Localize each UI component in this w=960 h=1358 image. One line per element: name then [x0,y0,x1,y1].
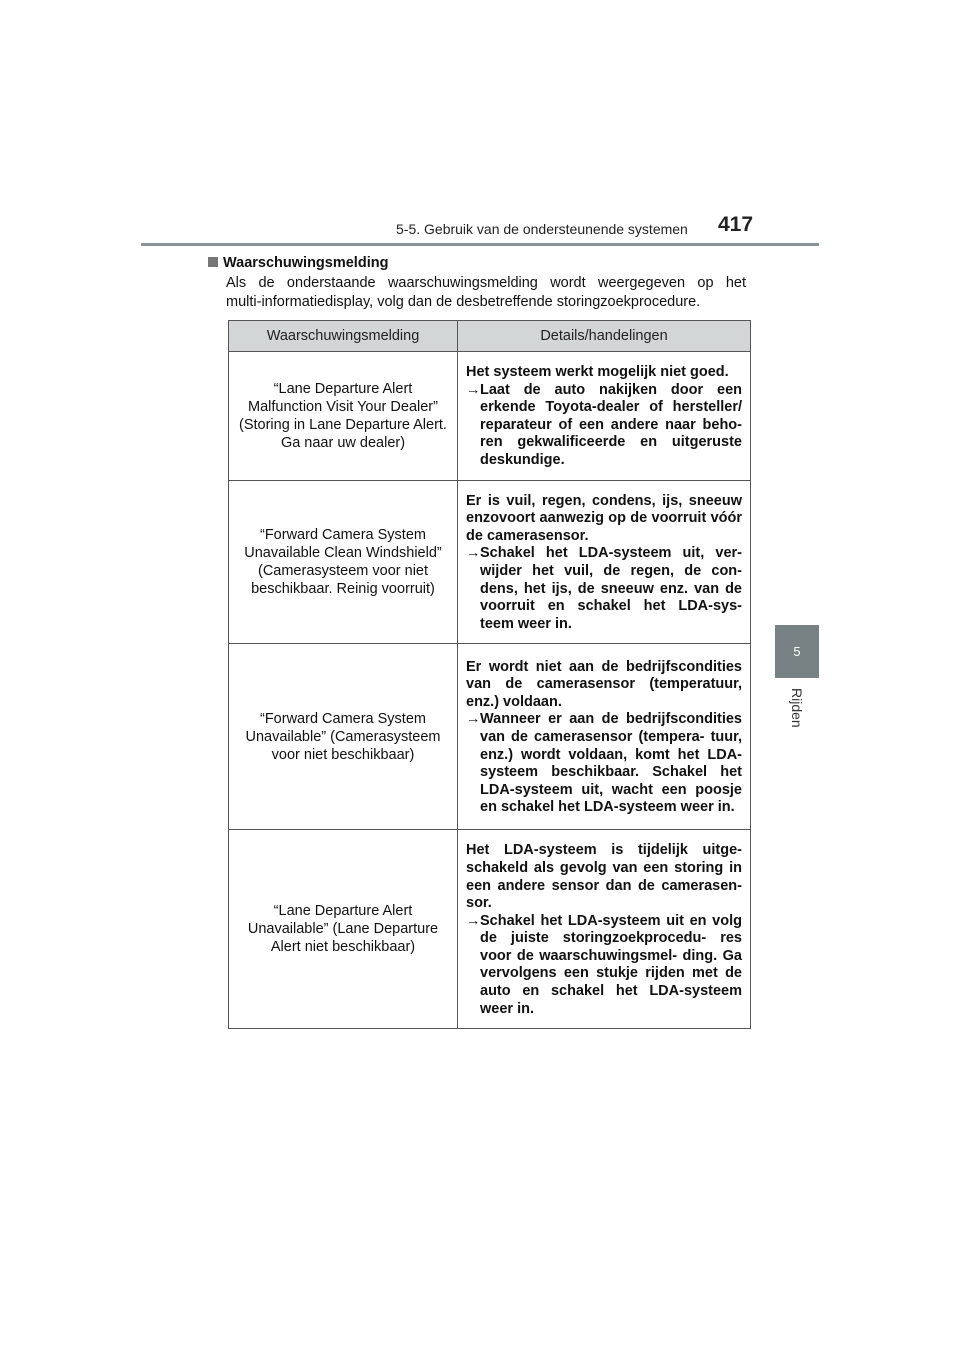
column-header-message: Waarschuwingsmelding [229,321,458,352]
details-action [466,913,742,1019]
warning-message-cell: “Lane Departure Alert Malfunction Visit Your Dealer” (Storing in Lane Departure Alert. Ga naar uw dealer) [229,352,458,481]
table-row [229,352,751,481]
table-row [229,830,751,1029]
details-lead: Het LDA-systeem is tijdelijk uitge- schakeld als gevolg van een storing in een andere sensor dan de camerasen- sor. [466,842,742,912]
page-number: 417 [718,213,754,236]
column-header-details: Details/handelingen [458,321,751,352]
warning-message-cell: “Forward Camera System Unavailable Clean Windshield” (Camerasysteem voor niet beschikbaar. Reinig voorruit) [229,480,458,644]
details-action [466,545,742,633]
chapter-number: 5 [793,644,801,659]
section-heading-text: Waarschuwingsmelding [223,255,389,271]
table-header-row [229,321,751,352]
details-action-text: Wanneer er aan de bedrijfscondities van de camerasensor (tempera- tuur, enz.) wordt voldaan, komt het LDA-systeem beschikbaar. Schakel het LDA-systeem uit, wacht een poosje en schakel het LDA-systeem weer in. [480,711,742,816]
details-cell [458,352,751,481]
details-action-text: Schakel het LDA-systeem uit, ver- wijder het vuil, de regen, de con- dens, het ijs, de sneeuw enz. van de voorruit en schakel het LDA-sys- teem weer in. [480,545,742,632]
details-action-text: Schakel het LDA-systeem uit en volg de juiste storingzoekprocedu- res voor de waarschuwingsmel- ding. Ga vervolgens een stukje rijden met de auto en schakel het LDA-systeem weer in. [480,912,742,1017]
details-lead: Er is vuil, regen, condens, ijs, sneeuw enzovoort aanwezig op de voorruit vóór de camerasensor. [466,492,742,544]
details-action [466,382,742,470]
details-lead: Er wordt niet aan de bedrijfscondities van de camerasensor (temperatuur, enz.) voldaan. [466,658,742,710]
header-divider [141,243,819,246]
intro-line-2: multi-informatiedisplay, volg dan de desbetreffende storingzoekprocedure. [226,294,701,310]
arrow-icon: → [466,545,481,562]
intro-line-1: Als de onderstaande waarschuwingsmelding wordt weergegeven op het [226,275,746,291]
arrow-icon: → [466,381,481,398]
chapter-label: Rijden [789,688,805,728]
running-header-section-title: 5-5. Gebruik van de ondersteunende systemen [396,221,688,237]
details-cell [458,480,751,644]
table-row [229,480,751,644]
chapter-tab [775,625,819,678]
warning-table [228,320,751,1029]
arrow-icon: → [466,711,481,728]
details-lead: Het systeem werkt mogelijk niet goed. [466,364,729,380]
warning-message-cell: “Lane Departure Alert Unavailable” (Lane Departure Alert niet beschikbaar) [229,830,458,1029]
section-heading [208,255,388,271]
table-row [229,644,751,830]
details-cell [458,644,751,830]
heading-square-icon [208,257,218,267]
details-cell [458,830,751,1029]
intro-paragraph [226,274,746,312]
chapter-label-container [775,688,819,728]
details-action-text: Laat de auto nakijken door een erkende Toyota-dealer of hersteller/ reparateur of een andere naar beho- ren gekwalificeerde en uitgeruste deskundige. [480,381,742,468]
arrow-icon: → [466,912,481,929]
details-action [466,711,742,817]
warning-message-cell: “Forward Camera System Unavailable” (Camerasysteem voor niet beschikbaar) [229,644,458,830]
